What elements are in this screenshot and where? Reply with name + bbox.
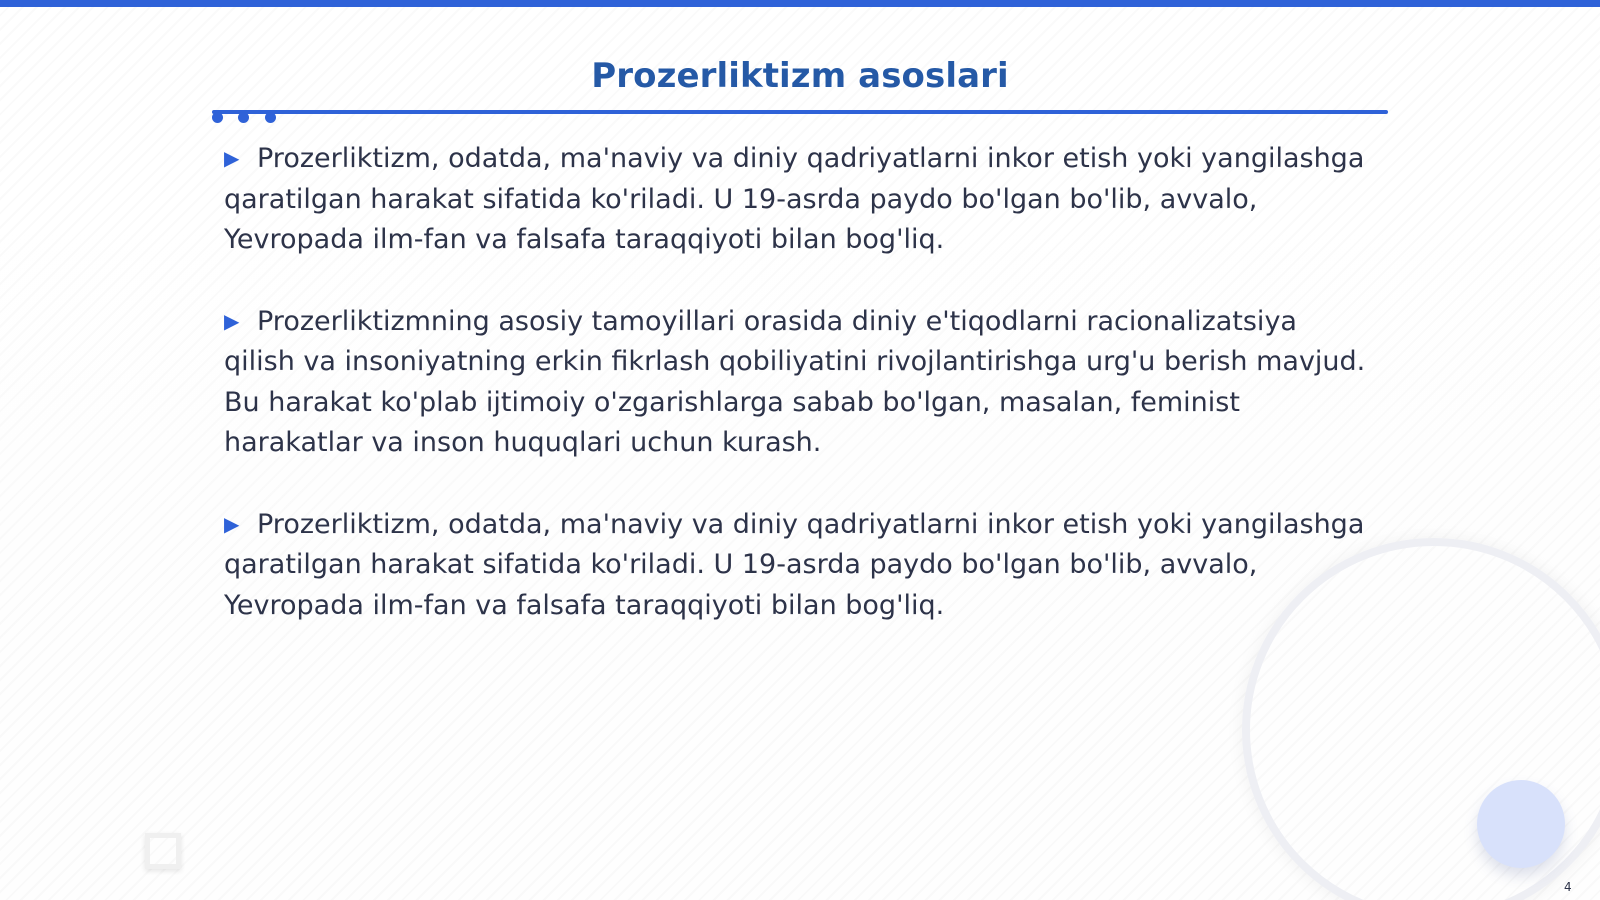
triangle-bullet-icon: ▶: [224, 146, 240, 170]
triangle-bullet-icon: ▶: [224, 308, 240, 333]
title-underline-dot: [212, 112, 223, 123]
bullet-text: Prozerliktizmning asosiy tamoyillari orasida diniy e'tiqodlarni racionalizatsiya qilish va insoniyatning erkin fikrlash qobiliyatini rivojlantirishga urg'u berish mavjud. Bu harakat ko'plab ijtimoiy o'zgarishlarga sabab bo'lgan, masalan, feminist harakatlar va inson huquqlari uchun kurash.: [224, 305, 1366, 458]
top-accent-bar: [0, 0, 1600, 7]
title-underline-dot: [265, 112, 276, 123]
decorative-filled-circle: [1477, 780, 1565, 868]
bullet-item: [224, 504, 1374, 627]
decorative-square-outline: [145, 833, 181, 869]
slide-body: [224, 138, 1374, 666]
title-underline-dot: [238, 112, 249, 123]
slide-title: Prozerliktizm asoslari: [591, 56, 1009, 96]
bullet-text: Prozerliktizm, odatda, ma'naviy va diniy qadriyatlarni inkor etish yoki yangilashga qaratilgan harakat sifatida ko'riladi. U 19-asrda paydo bo'lgan bo'lib, avvalo, Yevropada ilm-fan va falsafa taraqqiyoti bilan bog'liq.: [224, 143, 1365, 255]
bullet-item: [224, 301, 1374, 464]
triangle-bullet-icon: ▶: [224, 511, 240, 536]
title-underline: [212, 110, 1388, 114]
page-number: 4: [1564, 880, 1572, 894]
bullet-text: Prozerliktizm, odatda, ma'naviy va diniy qadriyatlarni inkor etish yoki yangilashga qaratilgan harakat sifatida ko'riladi. U 19-asrda paydo bo'lgan bo'lib, avvalo, Yevropada ilm-fan va falsafa taraqqiyoti bilan bog'liq.: [224, 508, 1365, 621]
bullet-item: [224, 138, 1374, 261]
